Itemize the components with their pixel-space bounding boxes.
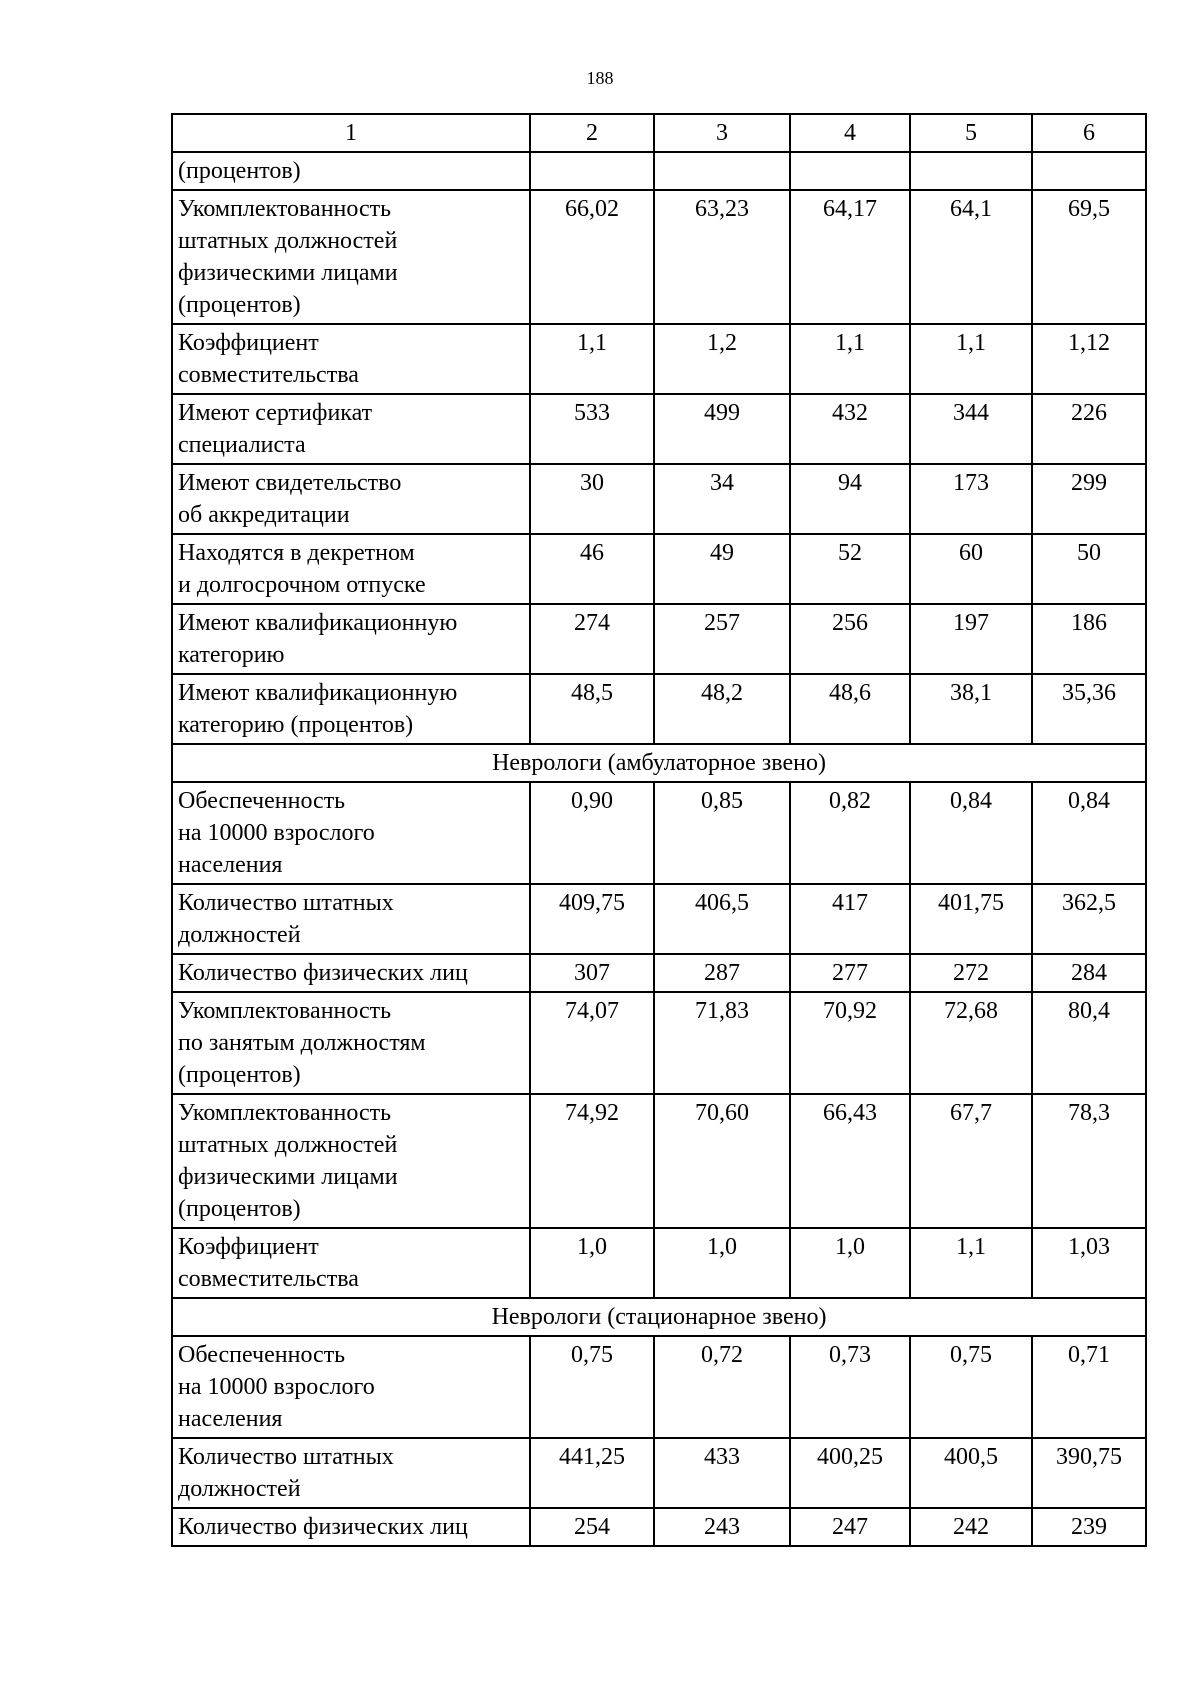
row-label: Имеют сертификат специалиста bbox=[172, 394, 530, 464]
value-cell: 49 bbox=[654, 534, 790, 604]
value-cell: 46 bbox=[530, 534, 654, 604]
value-cell: 35,36 bbox=[1032, 674, 1146, 744]
row-label: Находятся в декретном и долгосрочном отпуске bbox=[172, 534, 530, 604]
row-label: (процентов) bbox=[172, 152, 530, 190]
value-cell: 0,84 bbox=[1032, 782, 1146, 884]
value-cell: 63,23 bbox=[654, 190, 790, 324]
value-cell: 186 bbox=[1032, 604, 1146, 674]
value-cell: 52 bbox=[790, 534, 910, 604]
value-cell: 48,6 bbox=[790, 674, 910, 744]
row-label: Укомплектованность штатных должностей физическими лицами (процентов) bbox=[172, 1094, 530, 1228]
value-cell: 1,0 bbox=[530, 1228, 654, 1298]
value-cell: 344 bbox=[910, 394, 1032, 464]
value-cell: 0,82 bbox=[790, 782, 910, 884]
value-cell: 72,68 bbox=[910, 992, 1032, 1094]
header-cell: 6 bbox=[1032, 114, 1146, 152]
value-cell: 0,73 bbox=[790, 1336, 910, 1438]
table-row bbox=[172, 464, 1146, 534]
row-label: Количество штатных должностей bbox=[172, 1438, 530, 1508]
value-cell: 274 bbox=[530, 604, 654, 674]
value-cell: 239 bbox=[1032, 1508, 1146, 1546]
table-row bbox=[172, 152, 1146, 190]
row-label: Имеют свидетельство об аккредитации bbox=[172, 464, 530, 534]
value-cell: 409,75 bbox=[530, 884, 654, 954]
value-cell: 277 bbox=[790, 954, 910, 992]
value-cell bbox=[910, 152, 1032, 190]
value-cell bbox=[530, 152, 654, 190]
table-row bbox=[172, 884, 1146, 954]
value-cell: 71,83 bbox=[654, 992, 790, 1094]
value-cell: 0,71 bbox=[1032, 1336, 1146, 1438]
row-label: Обеспеченность на 10000 взрослого населения bbox=[172, 1336, 530, 1438]
row-label: Коэффициент совместительства bbox=[172, 324, 530, 394]
value-cell: 30 bbox=[530, 464, 654, 534]
value-cell: 0,75 bbox=[530, 1336, 654, 1438]
value-cell: 64,17 bbox=[790, 190, 910, 324]
value-cell: 362,5 bbox=[1032, 884, 1146, 954]
value-cell: 34 bbox=[654, 464, 790, 534]
value-cell: 74,92 bbox=[530, 1094, 654, 1228]
value-cell: 48,5 bbox=[530, 674, 654, 744]
value-cell: 0,90 bbox=[530, 782, 654, 884]
table-row bbox=[172, 534, 1146, 604]
value-cell: 80,4 bbox=[1032, 992, 1146, 1094]
table-row bbox=[172, 674, 1146, 744]
value-cell: 197 bbox=[910, 604, 1032, 674]
row-label: Укомплектованность штатных должностей физическими лицами (процентов) bbox=[172, 190, 530, 324]
row-label: Количество физических лиц bbox=[172, 1508, 530, 1546]
section-title: Неврологи (амбулаторное звено) bbox=[172, 744, 1146, 782]
value-cell: 257 bbox=[654, 604, 790, 674]
value-cell: 432 bbox=[790, 394, 910, 464]
row-label: Обеспеченность на 10000 взрослого населения bbox=[172, 782, 530, 884]
value-cell: 254 bbox=[530, 1508, 654, 1546]
table-row bbox=[172, 190, 1146, 324]
value-cell: 1,1 bbox=[790, 324, 910, 394]
row-label: Имеют квалификационную категорию (процентов) bbox=[172, 674, 530, 744]
value-cell: 287 bbox=[654, 954, 790, 992]
value-cell: 78,3 bbox=[1032, 1094, 1146, 1228]
value-cell bbox=[790, 152, 910, 190]
header-cell: 5 bbox=[910, 114, 1032, 152]
value-cell: 173 bbox=[910, 464, 1032, 534]
table-row bbox=[172, 782, 1146, 884]
value-cell: 499 bbox=[654, 394, 790, 464]
value-cell bbox=[654, 152, 790, 190]
value-cell: 70,60 bbox=[654, 1094, 790, 1228]
row-label: Коэффициент совместительства bbox=[172, 1228, 530, 1298]
value-cell bbox=[1032, 152, 1146, 190]
table-row bbox=[172, 954, 1146, 992]
value-cell: 406,5 bbox=[654, 884, 790, 954]
value-cell: 441,25 bbox=[530, 1438, 654, 1508]
value-cell: 226 bbox=[1032, 394, 1146, 464]
value-cell: 256 bbox=[790, 604, 910, 674]
section-row bbox=[172, 1298, 1146, 1336]
value-cell: 272 bbox=[910, 954, 1032, 992]
header-cell: 2 bbox=[530, 114, 654, 152]
value-cell: 417 bbox=[790, 884, 910, 954]
header-cell: 1 bbox=[172, 114, 530, 152]
value-cell: 247 bbox=[790, 1508, 910, 1546]
value-cell: 0,72 bbox=[654, 1336, 790, 1438]
value-cell: 433 bbox=[654, 1438, 790, 1508]
value-cell: 0,85 bbox=[654, 782, 790, 884]
value-cell: 0,84 bbox=[910, 782, 1032, 884]
value-cell: 0,75 bbox=[910, 1336, 1032, 1438]
header-cell: 3 bbox=[654, 114, 790, 152]
value-cell: 48,2 bbox=[654, 674, 790, 744]
value-cell: 307 bbox=[530, 954, 654, 992]
table-body bbox=[172, 114, 1146, 1546]
value-cell: 1,0 bbox=[790, 1228, 910, 1298]
value-cell: 1,1 bbox=[910, 324, 1032, 394]
value-cell: 66,02 bbox=[530, 190, 654, 324]
value-cell: 243 bbox=[654, 1508, 790, 1546]
value-cell: 60 bbox=[910, 534, 1032, 604]
value-cell: 1,1 bbox=[910, 1228, 1032, 1298]
value-cell: 284 bbox=[1032, 954, 1146, 992]
table-row bbox=[172, 1336, 1146, 1438]
table-row bbox=[172, 604, 1146, 674]
value-cell: 74,07 bbox=[530, 992, 654, 1094]
value-cell: 1,03 bbox=[1032, 1228, 1146, 1298]
value-cell: 64,1 bbox=[910, 190, 1032, 324]
table-row bbox=[172, 1508, 1146, 1546]
value-cell: 69,5 bbox=[1032, 190, 1146, 324]
value-cell: 1,0 bbox=[654, 1228, 790, 1298]
value-cell: 400,5 bbox=[910, 1438, 1032, 1508]
section-row bbox=[172, 744, 1146, 782]
value-cell: 1,2 bbox=[654, 324, 790, 394]
value-cell: 94 bbox=[790, 464, 910, 534]
table-row bbox=[172, 1228, 1146, 1298]
value-cell: 242 bbox=[910, 1508, 1032, 1546]
value-cell: 38,1 bbox=[910, 674, 1032, 744]
value-cell: 67,7 bbox=[910, 1094, 1032, 1228]
value-cell: 1,1 bbox=[530, 324, 654, 394]
value-cell: 390,75 bbox=[1032, 1438, 1146, 1508]
value-cell: 400,25 bbox=[790, 1438, 910, 1508]
row-label: Имеют квалификационную категорию bbox=[172, 604, 530, 674]
row-label: Укомплектованность по занятым должностям (процентов) bbox=[172, 992, 530, 1094]
value-cell: 1,12 bbox=[1032, 324, 1146, 394]
value-cell: 401,75 bbox=[910, 884, 1032, 954]
page-number: 188 bbox=[586, 68, 614, 88]
header-row bbox=[172, 114, 1146, 152]
section-title: Неврологи (стационарное звено) bbox=[172, 1298, 1146, 1336]
data-table bbox=[171, 113, 1147, 1547]
value-cell: 70,92 bbox=[790, 992, 910, 1094]
row-label: Количество штатных должностей bbox=[172, 884, 530, 954]
header-cell: 4 bbox=[790, 114, 910, 152]
table-row bbox=[172, 992, 1146, 1094]
table-row bbox=[172, 1438, 1146, 1508]
value-cell: 533 bbox=[530, 394, 654, 464]
value-cell: 299 bbox=[1032, 464, 1146, 534]
value-cell: 66,43 bbox=[790, 1094, 910, 1228]
table-row bbox=[172, 324, 1146, 394]
row-label: Количество физических лиц bbox=[172, 954, 530, 992]
value-cell: 50 bbox=[1032, 534, 1146, 604]
table-row bbox=[172, 1094, 1146, 1228]
table-row bbox=[172, 394, 1146, 464]
